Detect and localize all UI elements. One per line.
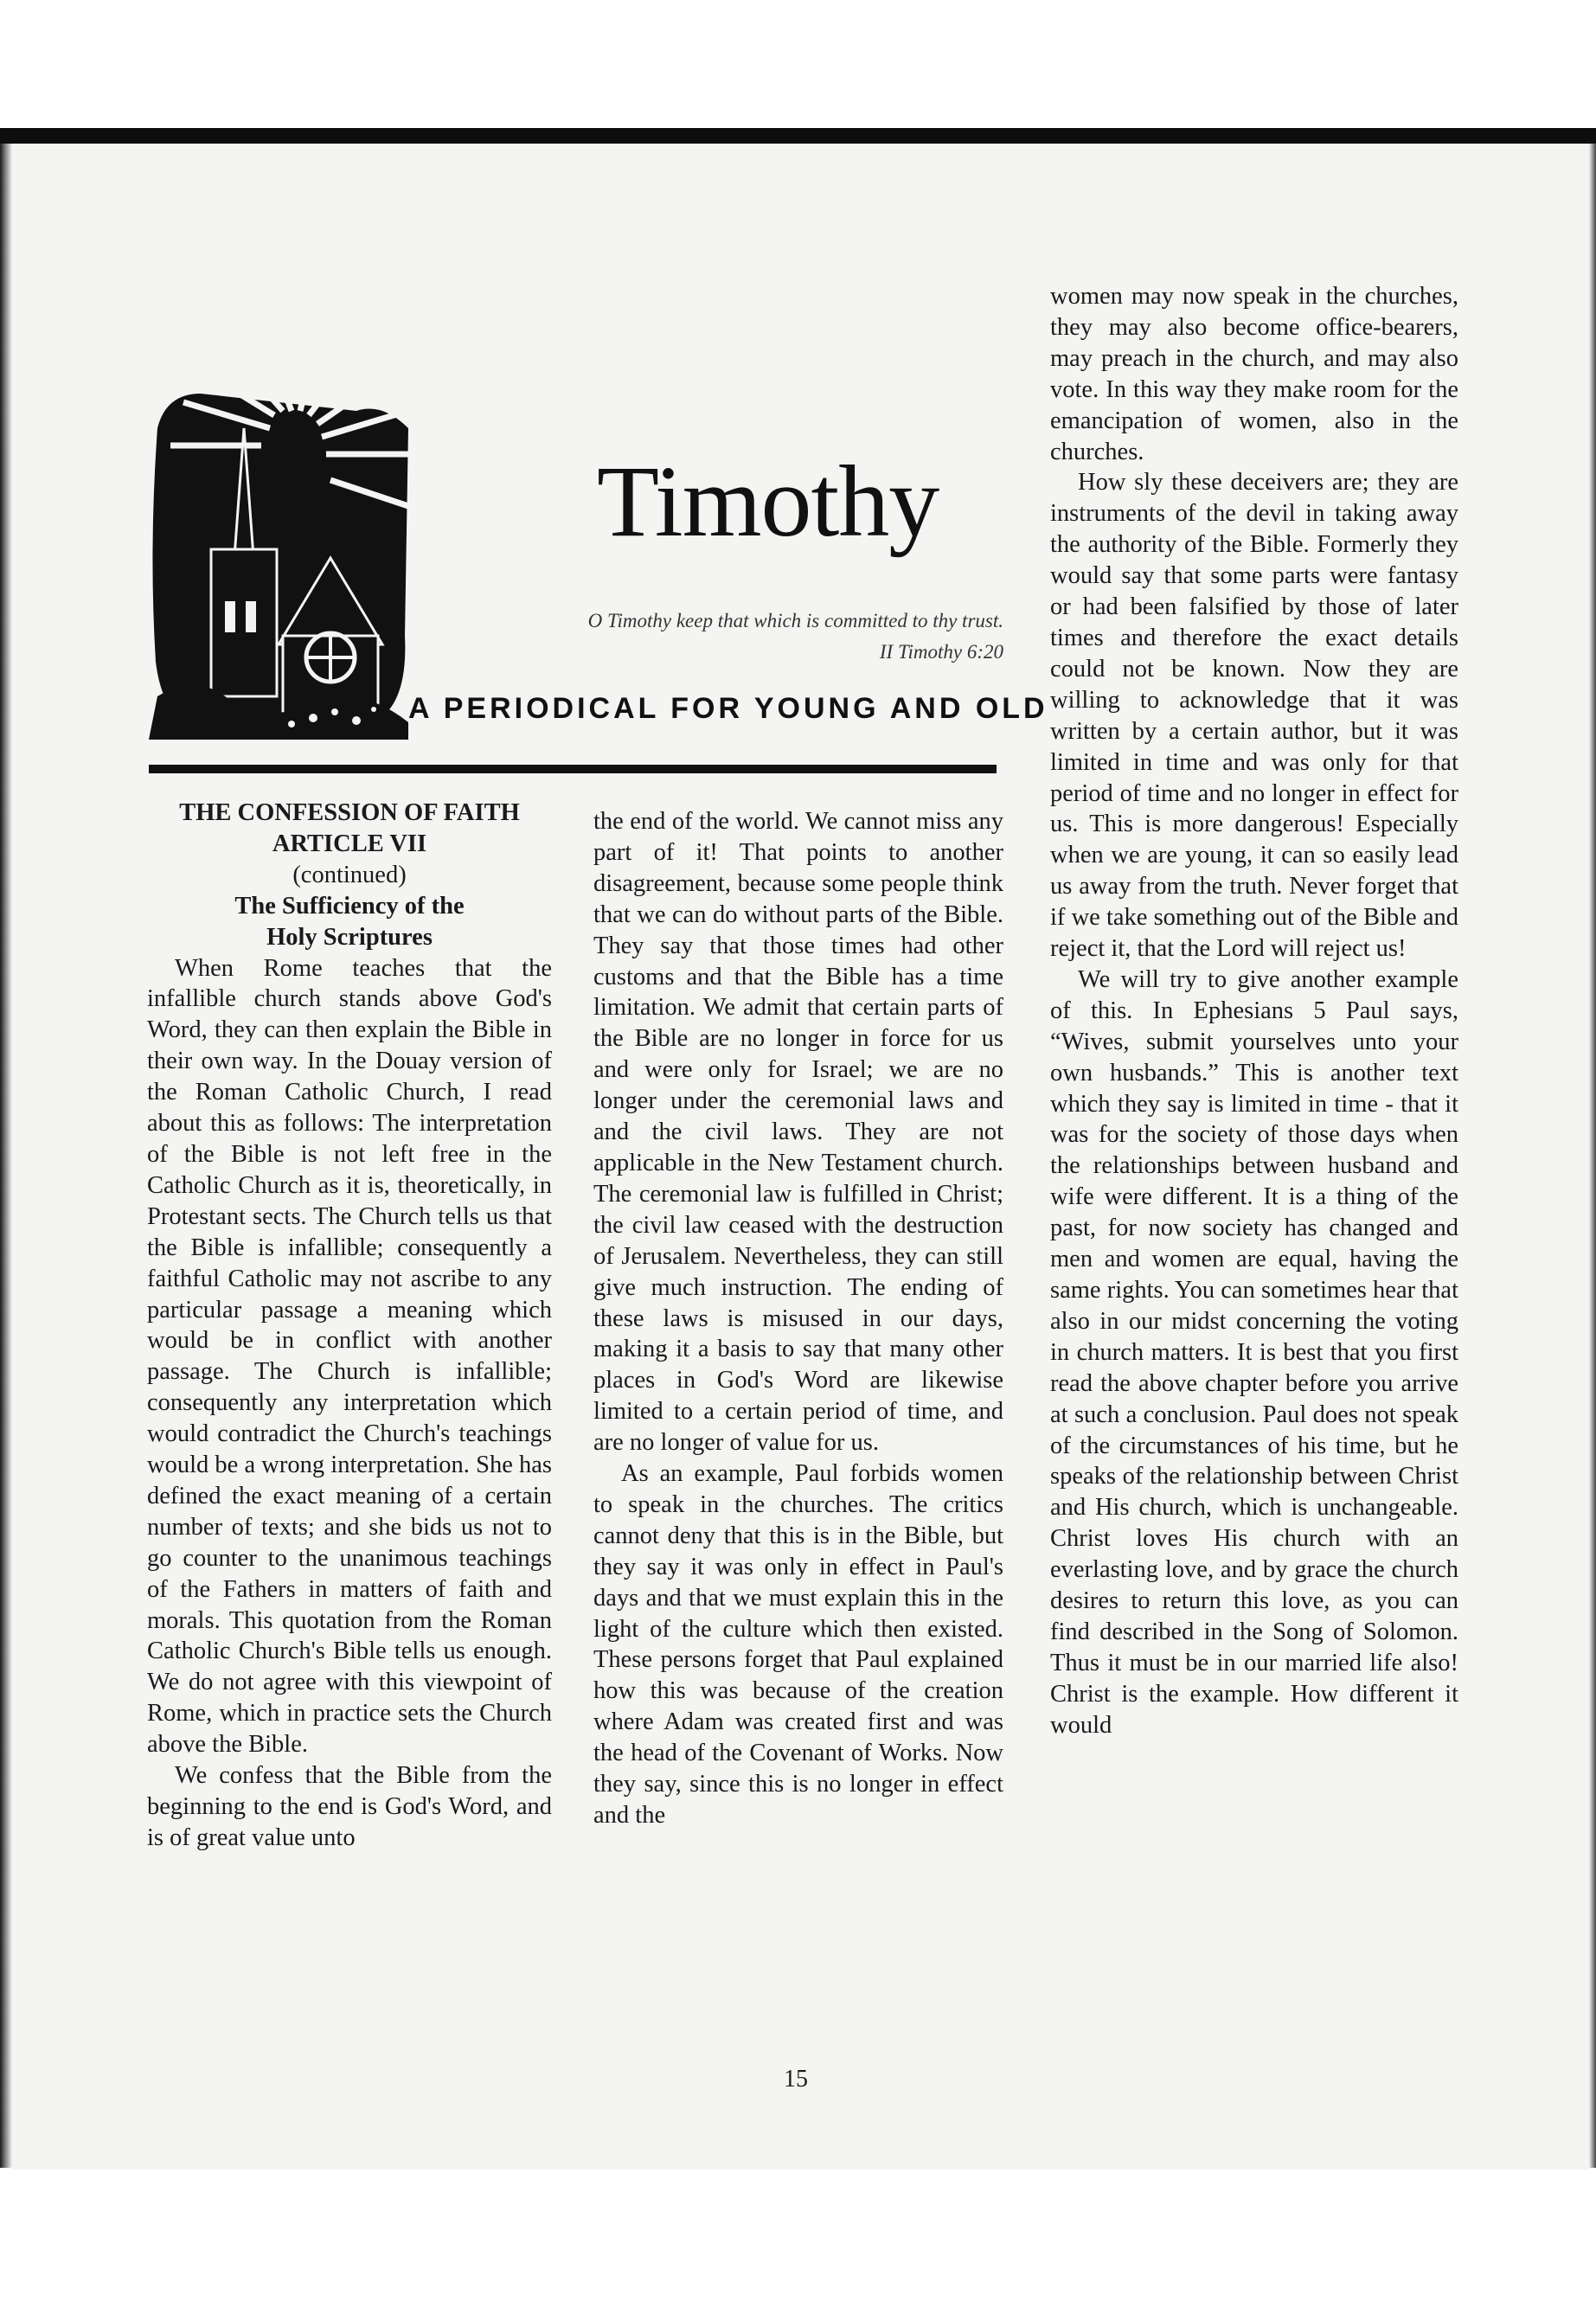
text-column-2 — [593, 806, 1003, 1831]
paragraph: women may now speak in the churches, they may also become office-bearers, may preach in the church, and may also vote. In this way they make room for the emancipation of women, also in the churches. — [1050, 283, 1458, 465]
text-column-3 — [1050, 281, 1458, 1741]
paragraph: We confess that the Bible from the beginning to the end is God's Word, and is of great value unto — [147, 1762, 552, 1851]
scripture-motto — [407, 606, 1003, 668]
church-steeple-icon — [149, 376, 408, 740]
page-number: 15 — [784, 2066, 808, 2093]
motto-reference: II Timothy 6:20 — [879, 641, 1003, 663]
article-subtitle-line2: Holy Scriptures — [266, 923, 433, 951]
paragraph: We will try to give another example of this. In Ephesians 5 Paul says, “Wives, submit yourselves unto your own husbands.” This is another text which they say is limited in time - that it was for the society of those days when the relationships between husband and wife were different. It is a thing of the past, for now society has changed and men and women are equal, having the same rights. You can sometimes hear that also in our midst concerning the voting in church matters. It is best that you first read the above chapter before you arrive at such a conclusion. Paul does not speak of the circumstances of his time, but he speaks of the relationship between Christ and His church, which is unchangeable. Christ loves His church with an everlasting love, and by grace the church desires to return this love, as you can find described in the Song of Solomon. Thus it must be in our married life also! Christ is the example. How different it would — [1050, 965, 1458, 1739]
masthead-divider — [149, 765, 997, 773]
continued-label: (continued) — [292, 861, 407, 888]
paragraph: When Rome teaches that the infallible church stands above God's Word, they can then explain the Bible in their own way. In the Douay version of the Roman Catholic Church, I read about this as follows: The interpretation of the Bible is not left free in the Catholic Church as it is, theoretically, in Protestant sects. The Church tells us that the Bible is infallible; consequently a faithful Catholic may not ascribe to any particular passage a meaning which would be in conflict with another passage. The Church is infallible; consequently any interpretation which would contradict the Church's teachings would be a wrong interpretation. She has defined the exact meaning of a certain number of texts; and she bids us not to go counter to the unanimous teachings of the Fathers in matters of faith and morals. This quotation from the Roman Catholic Church's Bible tells us enough. We do not agree with this viewpoint of Rome, which in practice sets the Church above the Bible. — [147, 954, 552, 1759]
periodical-tagline: A PERIODICAL FOR YOUNG AND OLD — [408, 692, 1048, 725]
article-subtitle-line1: The Sufficiency of the — [234, 892, 465, 920]
paragraph: the end of the world. We cannot miss any part of it! That points to another disagreement, because some people think that we can do without parts of the Bible. They say that those times had other customs and that the Bible has a time limitation. We admit that certain parts of the Bible are no longer in force for us and were only for Israel; we are no longer under the ceremonial laws and and the civil laws. They are not applicable in the New Testament church. The ceremonial law is fulfilled in Christ; the civil law ceased with the destruction of Jerusalem. Nevertheless, they can still give much instruction. The ending of these laws is misused in our days, making it a basis to say that many other places in God's Word are likewise limited to a certain period of time, and are no longer of value for us. — [593, 808, 1003, 1457]
periodical-title: Timothy — [597, 445, 939, 558]
article-heading — [147, 798, 552, 953]
paragraph: How sly these deceivers are; they are instruments of the devil in taking away the authority of the Bible. Formerly they would say that some parts were fantasy or had been falsified by those of later times and therefore the exact details could not be known. Now they are willing to acknowledge that it was written by a certain author, but it was limited in time and was only for that period of time and no longer in effect for us. This is more dangerous! Especially when we are young, it can so easily lead us away from the truth. Never forget that if we take something out of the Bible and reject it, that the Lord will reject us! — [1050, 469, 1458, 963]
article-title: THE CONFESSION OF FAITH — [179, 799, 520, 826]
scan-margin-top — [0, 0, 1596, 128]
scan-right-edge — [1589, 144, 1596, 2168]
scan-top-edge — [0, 128, 1596, 144]
motto-verse: O Timothy keep that which is committed to thy trust. — [587, 610, 1003, 631]
article-number: ARTICLE VII — [272, 830, 427, 857]
scan-left-edge — [0, 144, 12, 2168]
paragraph: As an example, Paul forbids women to speak in the churches. The critics cannot deny that this is in the Bible, but they say it was only in effect in Paul's days and that we must explain this in the light of the culture which then existed. These persons forget that Paul explained how this was because of the creation where Adam was created first and was the head of the Covenant of Works. Now they say, since this is no longer in effect and the — [593, 1460, 1003, 1829]
text-column-1 — [147, 798, 552, 1854]
scan-margin-bottom — [0, 2170, 1596, 2301]
